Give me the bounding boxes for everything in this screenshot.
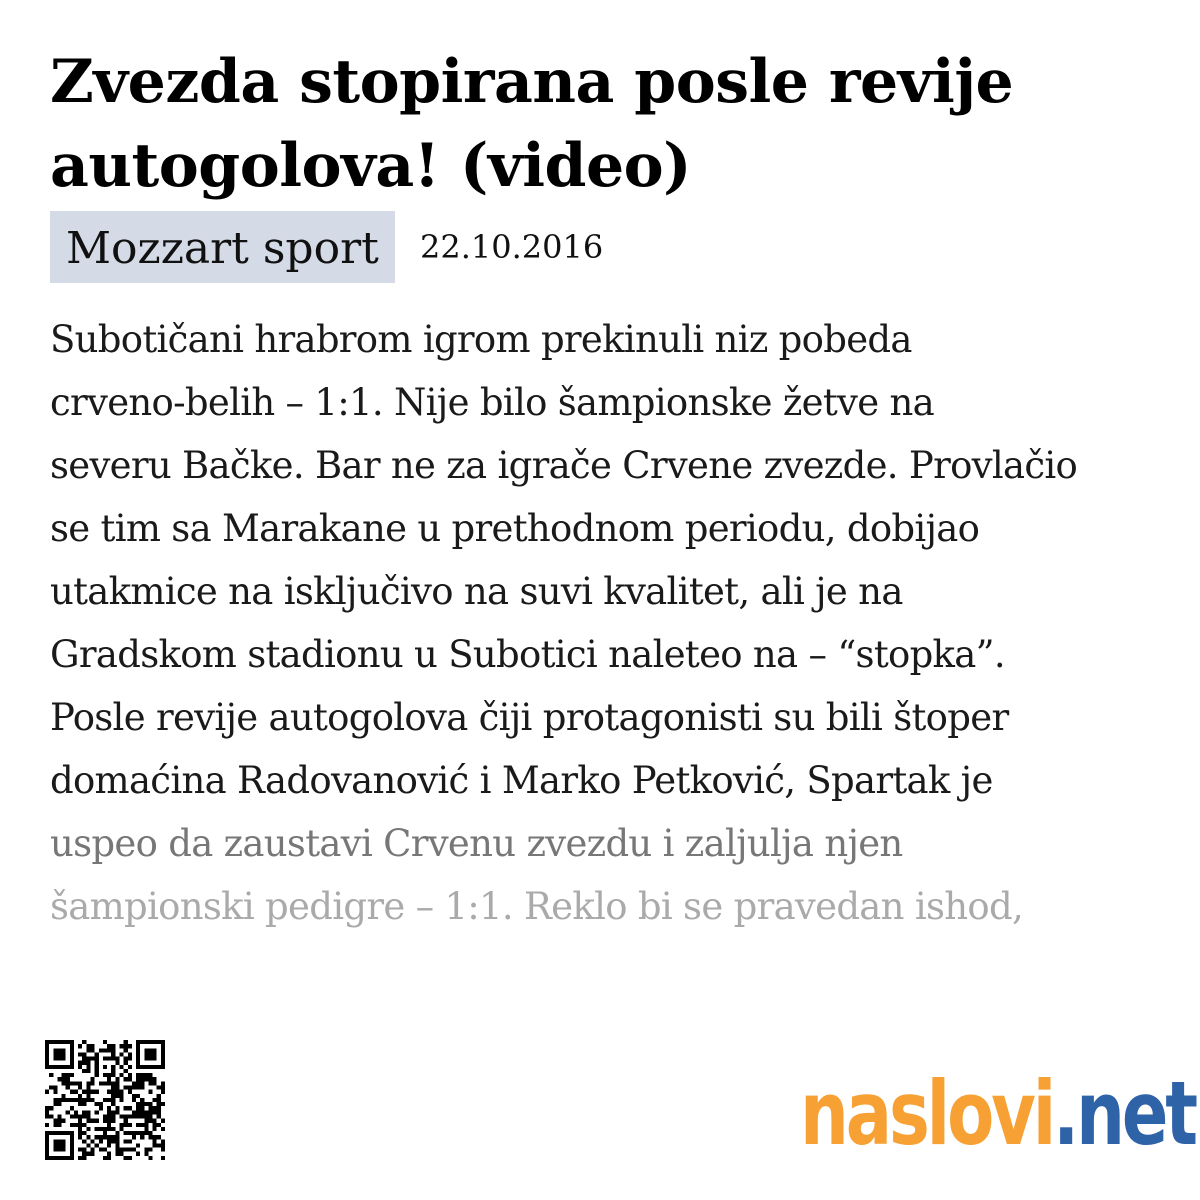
body-line: severu Bačke. Bar ne za igrače Crvene zvezde. Provlačio [50,444,1078,487]
body-line: šampionski pedigre – 1:1. Reklo bi se pravedan ishod, [50,885,1024,928]
source-badge[interactable]: Mozzart sport [50,211,395,283]
article-date: 22.10.2016 [420,228,604,266]
naslovi-logo[interactable] [800,1062,1195,1165]
body-line: uspeo da zaustavi Crvenu zvezdu i zaljulja njen [50,822,903,865]
logo-part1: naslovi [800,1062,1054,1165]
body-line: Posle revije autogolova čiji protagonisti su bili štoper [50,696,1009,739]
qr-code-icon[interactable] [45,1038,165,1162]
article-body [50,308,1160,938]
body-line: Subotičani hrabrom igrom prekinuli niz pobeda [50,318,912,361]
body-line: utakmice na isključivo na suvi kvalitet, ali je na [50,570,903,613]
article-title: Zvezda stopirana posle revije autogolova! (video) [50,47,1014,201]
body-line: se tim sa Marakane u prethodnom periodu, dobijao [50,507,980,550]
body-line: crveno-belih – 1:1. Nije bilo šampionske žetve na [50,381,934,424]
body-line: domaćina Radovanović i Marko Petković, Spartak je [50,759,993,802]
body-line: Gradskom stadionu u Subotici naleteo na – “stopka”. [50,633,1005,676]
logo-part2: .net [1053,1062,1195,1165]
